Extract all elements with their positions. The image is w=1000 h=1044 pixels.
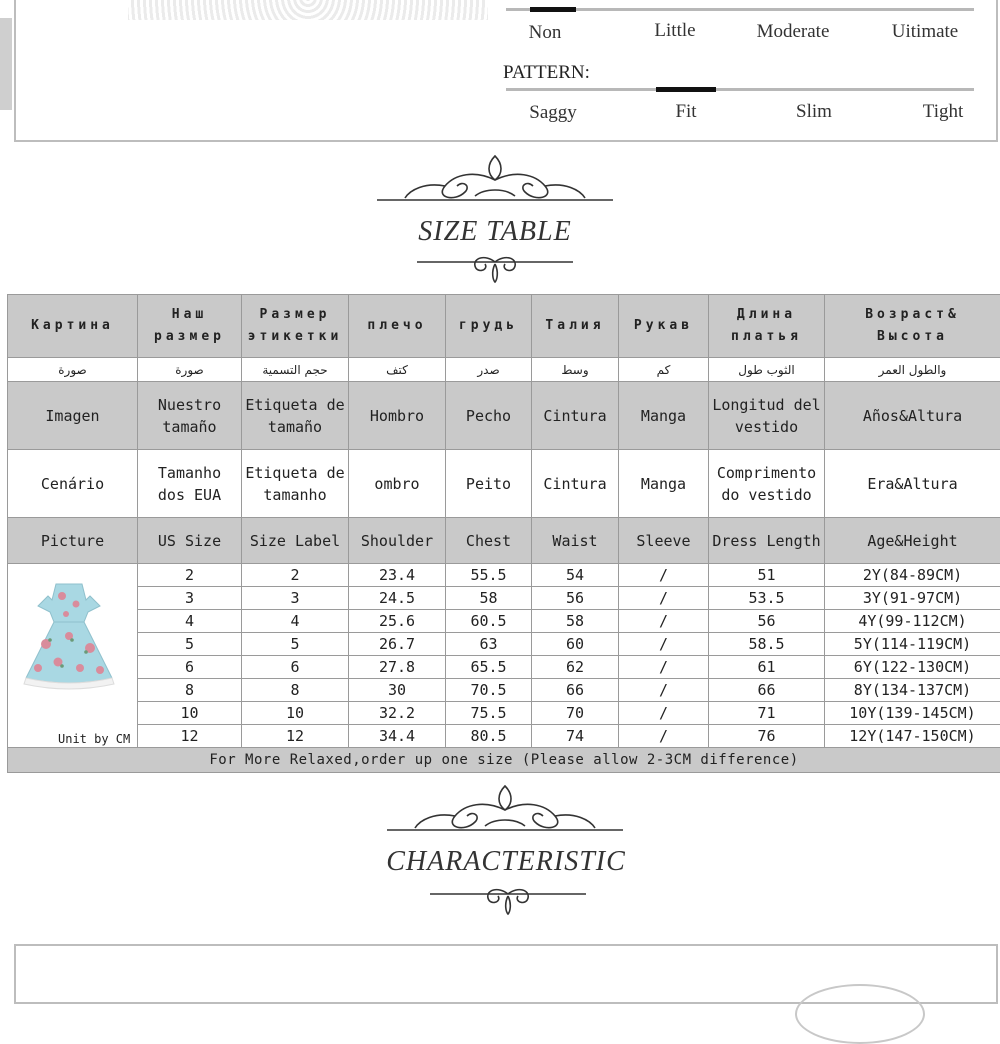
header-cell: Waist <box>532 518 619 564</box>
table-cell: / <box>619 587 709 610</box>
header-cell: Comprimento do vestido <box>709 450 825 518</box>
table-cell: 12 <box>242 725 349 748</box>
header-cell: Chest <box>446 518 532 564</box>
header-cell: грудь <box>446 295 532 358</box>
header-cell: Nuestro tamaño <box>138 382 242 450</box>
header-cell: Imagen <box>8 382 138 450</box>
stretch-scale-indicator <box>530 7 576 12</box>
header-cell: Shoulder <box>349 518 446 564</box>
header-cell: Picture <box>8 518 138 564</box>
table-cell: 27.8 <box>349 656 446 679</box>
table-cell: 58.5 <box>709 633 825 656</box>
table-cell: / <box>619 679 709 702</box>
header-cell: Dress Length <box>709 518 825 564</box>
table-row <box>8 702 1000 725</box>
table-cell: 60 <box>532 633 619 656</box>
stretch-label-non: Non <box>529 22 562 44</box>
table-cell: 71 <box>709 702 825 725</box>
header-cell: US Size <box>138 518 242 564</box>
dress-picture-cell <box>8 564 138 748</box>
header-cell: Наш размер <box>138 295 242 358</box>
table-cell: 5 <box>138 633 242 656</box>
table-cell: 2 <box>242 564 349 587</box>
table-cell: 53.5 <box>709 587 825 610</box>
side-tab-marker <box>0 18 12 110</box>
header-cell: Картина <box>8 295 138 358</box>
header-cell: Возраст& Высота <box>825 295 1000 358</box>
table-cell: 54 <box>532 564 619 587</box>
header-cell: Sleeve <box>619 518 709 564</box>
pattern-scale-line <box>506 88 974 91</box>
header-cell: وسط <box>532 358 619 382</box>
table-row <box>8 725 1000 748</box>
table-cell: 3 <box>242 587 349 610</box>
header-cell: الثوب طول <box>709 358 825 382</box>
header-cell: صورة <box>138 358 242 382</box>
table-cell: 66 <box>532 679 619 702</box>
table-cell: 3 <box>138 587 242 610</box>
table-row <box>8 633 1000 656</box>
header-row-arabic <box>8 358 1000 382</box>
table-row <box>8 587 1000 610</box>
header-cell: صورة <box>8 358 138 382</box>
header-row-english <box>8 518 1000 564</box>
relaxed-fit-note: For More Relaxed,order up one size (Please allow 2-3CM difference) <box>8 748 1000 773</box>
table-row <box>8 610 1000 633</box>
header-row-spanish <box>8 382 1000 450</box>
size-table <box>7 294 1000 773</box>
table-cell: 55.5 <box>446 564 532 587</box>
table-cell: 56 <box>709 610 825 633</box>
table-cell: 70.5 <box>446 679 532 702</box>
header-cell: Size Label <box>242 518 349 564</box>
header-cell: Era&Altura <box>825 450 1000 518</box>
header-cell: Manga <box>619 382 709 450</box>
table-cell: 10 <box>138 702 242 725</box>
header-cell: والطول العمر <box>825 358 1000 382</box>
table-cell: 26.7 <box>349 633 446 656</box>
table-cell: 10 <box>242 702 349 725</box>
header-cell: Etiqueta de tamanho <box>242 450 349 518</box>
lace-trim-image <box>128 0 488 20</box>
table-cell: 8 <box>138 679 242 702</box>
header-cell: حجم التسمية <box>242 358 349 382</box>
table-cell: 12 <box>138 725 242 748</box>
pattern-label-fit: Fit <box>675 101 696 123</box>
stretch-label-ultimate: Uitimate <box>892 21 958 43</box>
header-cell: Pecho <box>446 382 532 450</box>
table-cell: 63 <box>446 633 532 656</box>
table-cell: 51 <box>709 564 825 587</box>
ornament-characteristic-flourish <box>385 782 625 842</box>
table-cell: / <box>619 725 709 748</box>
header-cell: плечо <box>349 295 446 358</box>
unit-note: Unit by CM <box>58 731 130 747</box>
table-row <box>8 564 1000 587</box>
header-cell: Etiqueta de tamaño <box>242 382 349 450</box>
table-row <box>8 679 1000 702</box>
ornament-title-underline <box>415 250 575 284</box>
table-cell: 8Y(134-137CM) <box>825 679 1000 702</box>
header-cell: Longitud del vestido <box>709 382 825 450</box>
table-cell: 76 <box>709 725 825 748</box>
table-cell: 32.2 <box>349 702 446 725</box>
ornament-characteristic-underline <box>428 882 588 916</box>
header-cell: كم <box>619 358 709 382</box>
table-cell: 60.5 <box>446 610 532 633</box>
table-cell: / <box>619 610 709 633</box>
table-cell: / <box>619 564 709 587</box>
table-row <box>8 656 1000 679</box>
floral-dress-image <box>14 578 124 690</box>
header-cell: Cintura <box>532 450 619 518</box>
characteristic-title: CHARACTERISTIC <box>386 846 626 878</box>
pattern-scale-indicator <box>656 87 716 92</box>
table-cell: 24.5 <box>349 587 446 610</box>
table-cell: 6 <box>138 656 242 679</box>
table-cell: 4Y(99-112CM) <box>825 610 1000 633</box>
detail-zoom-circle <box>795 984 925 1044</box>
table-cell: / <box>619 702 709 725</box>
table-cell: 80.5 <box>446 725 532 748</box>
table-cell: 2 <box>138 564 242 587</box>
header-cell: Cintura <box>532 382 619 450</box>
header-row-russian <box>8 295 1000 358</box>
header-row-portuguese <box>8 450 1000 518</box>
table-cell: 4 <box>242 610 349 633</box>
header-cell: Hombro <box>349 382 446 450</box>
table-cell: 6 <box>242 656 349 679</box>
header-cell: Cenário <box>8 450 138 518</box>
table-cell: / <box>619 633 709 656</box>
header-cell: Талия <box>532 295 619 358</box>
header-cell: Peito <box>446 450 532 518</box>
table-cell: 70 <box>532 702 619 725</box>
table-cell: 4 <box>138 610 242 633</box>
table-footer-row <box>8 748 1000 773</box>
table-cell: 74 <box>532 725 619 748</box>
table-cell: 58 <box>446 587 532 610</box>
table-cell: 3Y(91-97CM) <box>825 587 1000 610</box>
header-cell: Tamanho dos EUA <box>138 450 242 518</box>
pattern-label-tight: Tight <box>923 101 964 123</box>
header-cell: Рукав <box>619 295 709 358</box>
header-cell: Manga <box>619 450 709 518</box>
header-cell: Длина платья <box>709 295 825 358</box>
header-cell: صدر <box>446 358 532 382</box>
header-cell: كتف <box>349 358 446 382</box>
table-cell: 61 <box>709 656 825 679</box>
stretch-scale-line <box>506 8 974 11</box>
table-cell: 65.5 <box>446 656 532 679</box>
table-cell: 5 <box>242 633 349 656</box>
header-cell: Años&Altura <box>825 382 1000 450</box>
table-cell: 6Y(122-130CM) <box>825 656 1000 679</box>
table-cell: 62 <box>532 656 619 679</box>
table-cell: 75.5 <box>446 702 532 725</box>
table-cell: 66 <box>709 679 825 702</box>
table-cell: 58 <box>532 610 619 633</box>
table-cell: 23.4 <box>349 564 446 587</box>
header-cell: Age&Height <box>825 518 1000 564</box>
pattern-label-saggy: Saggy <box>529 102 577 124</box>
table-cell: 5Y(114-119CM) <box>825 633 1000 656</box>
table-cell: 56 <box>532 587 619 610</box>
size-table-title: SIZE TABLE <box>418 216 571 248</box>
stretch-label-moderate: Moderate <box>757 21 830 43</box>
header-cell: Размер этикетки <box>242 295 349 358</box>
table-cell: 34.4 <box>349 725 446 748</box>
stretch-label-little: Little <box>654 20 695 42</box>
table-cell: / <box>619 656 709 679</box>
table-cell: 25.6 <box>349 610 446 633</box>
table-cell: 12Y(147-150CM) <box>825 725 1000 748</box>
header-cell: ombro <box>349 450 446 518</box>
ornament-top-flourish <box>375 152 615 212</box>
table-cell: 30 <box>349 679 446 702</box>
table-cell: 2Y(84-89CM) <box>825 564 1000 587</box>
pattern-title: PATTERN: <box>503 62 590 84</box>
pattern-label-slim: Slim <box>796 101 832 123</box>
table-cell: 10Y(139-145CM) <box>825 702 1000 725</box>
table-cell: 8 <box>242 679 349 702</box>
